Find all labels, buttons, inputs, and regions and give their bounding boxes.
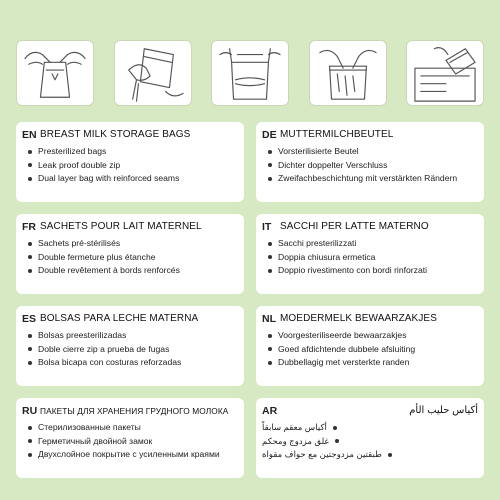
step-4 <box>309 40 387 106</box>
card-title: BOLSAS PARA LECHE MATERNA <box>40 313 199 324</box>
item-text: أكياس معقم سابقاً <box>262 422 327 432</box>
language-grid <box>16 122 484 478</box>
card-ar <box>256 398 484 478</box>
bullet-icon <box>268 334 272 338</box>
language-code: NL <box>262 312 276 325</box>
list-item <box>268 237 478 251</box>
item-text: Doble cierre zip a prueba de fugas <box>38 343 170 354</box>
bullet-icon <box>28 453 32 457</box>
list-item <box>28 448 238 462</box>
item-text: Стерилизованные пакеты <box>38 422 141 432</box>
item-text: Sacchi presterilizzati <box>278 238 357 248</box>
card-en <box>16 122 244 202</box>
card-title: BREAST MILK STORAGE BAGS <box>40 129 191 140</box>
step-2 <box>114 40 192 106</box>
item-text: Dichter doppelter Verschluss <box>278 159 388 170</box>
bullet-icon <box>28 347 32 351</box>
card-title: MOEDERMELK BEWAARZAKJES <box>280 313 437 324</box>
bag-filling-icon <box>212 41 288 105</box>
list-item <box>268 329 478 343</box>
item-text: Bolsa bicapa con costuras reforzadas <box>38 357 182 367</box>
hands-tear-strip-icon <box>115 41 191 105</box>
list-item <box>28 172 238 186</box>
item-text: Doppio rivestimento con bordi rinforzati <box>278 265 428 275</box>
item-text: Vorsterilisierte Beutel <box>278 146 359 156</box>
item-text: Dubbellagig met versterkte randen <box>278 357 410 367</box>
hands-open-bag-icon <box>17 41 93 105</box>
item-text: طبقتين مزدوجتين مع حواف مقواة <box>262 449 382 459</box>
bullet-icon <box>388 453 392 457</box>
item-text: Double revêtement à bords renforcés <box>38 265 180 275</box>
list-item <box>28 356 238 370</box>
card-title: ПАКЕТЫ ДЛЯ ХРАНЕНИЯ ГРУДНОГО МОЛОКА <box>40 405 229 416</box>
list-item <box>28 329 238 343</box>
card-nl <box>256 306 484 386</box>
list-item <box>28 421 238 435</box>
item-text: Sachets pré-stérilisés <box>38 238 121 248</box>
item-text: Zweifachbeschichtung mit verstärkten Rändern <box>278 173 458 183</box>
bullet-icon <box>28 361 32 365</box>
bullet-icon <box>268 347 272 351</box>
card-title: أكياس حليب الأم <box>409 405 478 416</box>
language-code: FR <box>22 220 36 233</box>
card-fr <box>16 214 244 294</box>
card-it <box>256 214 484 294</box>
hands-seal-zip-icon <box>310 41 386 105</box>
card-title: SACCHI PER LATTE MATERNO <box>280 221 429 232</box>
list-item <box>28 251 238 265</box>
card-es <box>16 306 244 386</box>
item-text: Doppia chiusura ermetica <box>278 251 376 262</box>
list-item <box>268 159 478 173</box>
language-code: ES <box>22 312 37 325</box>
item-text: Double fermeture plus étanche <box>38 251 156 262</box>
list-item <box>268 343 478 357</box>
bullet-icon <box>268 150 272 154</box>
item-text: Dual layer bag with reinforced seams <box>38 173 180 183</box>
language-code: IT <box>262 220 272 233</box>
card-title: MUTTERMILCHBEUTEL <box>280 129 394 140</box>
bullet-icon <box>28 177 32 181</box>
card-de <box>256 122 484 202</box>
list-item <box>262 435 472 449</box>
list-item <box>28 435 238 449</box>
bullet-icon <box>28 269 32 273</box>
card-ru <box>16 398 244 478</box>
list-item <box>262 421 472 435</box>
bullet-icon <box>28 255 32 259</box>
bullet-icon <box>28 439 32 443</box>
item-text: Goed afdichtende dubbele afsluiting <box>278 343 416 354</box>
list-item <box>268 264 478 278</box>
item-text: Герметичный двойной замок <box>38 435 153 446</box>
bullet-icon <box>28 163 32 167</box>
list-item <box>262 448 472 462</box>
step-1 <box>16 40 94 106</box>
bullet-icon <box>268 361 272 365</box>
item-text: غلق مزدوج ومحكم <box>262 435 329 446</box>
item-text: Bolsas preesterilizadas <box>38 330 127 340</box>
bullet-icon <box>28 426 32 430</box>
bullet-icon <box>28 150 32 154</box>
bullet-icon <box>333 426 337 430</box>
bullet-icon <box>335 439 339 443</box>
bullet-icon <box>268 163 272 167</box>
list-item <box>28 145 238 159</box>
list-item <box>268 145 478 159</box>
list-item <box>268 356 478 370</box>
bullet-icon <box>268 242 272 246</box>
bullet-icon <box>268 177 272 181</box>
language-code: DE <box>262 128 277 141</box>
bullet-icon <box>28 242 32 246</box>
card-title: SACHETS POUR LAIT MATERNEL <box>40 221 202 232</box>
language-code: AR <box>262 404 278 417</box>
list-item <box>268 251 478 265</box>
list-item <box>28 237 238 251</box>
list-item <box>28 343 238 357</box>
list-item <box>268 172 478 186</box>
item-text: Двухслойное покрытие с усиленными краями <box>38 449 220 459</box>
instruction-steps <box>16 40 484 106</box>
freezer-storage-icon <box>407 41 483 105</box>
item-text: Presterilized bags <box>38 146 107 156</box>
bullet-icon <box>268 255 272 259</box>
bullet-icon <box>268 269 272 273</box>
item-text: Voorgesteriliseerde bewaarzakjes <box>278 330 407 340</box>
list-item <box>28 159 238 173</box>
list-item <box>28 264 238 278</box>
step-5 <box>406 40 484 106</box>
item-text: Leak proof double zip <box>38 159 121 170</box>
language-code: RU <box>22 404 38 417</box>
language-code: EN <box>22 128 37 141</box>
bullet-icon <box>28 334 32 338</box>
step-3 <box>211 40 289 106</box>
